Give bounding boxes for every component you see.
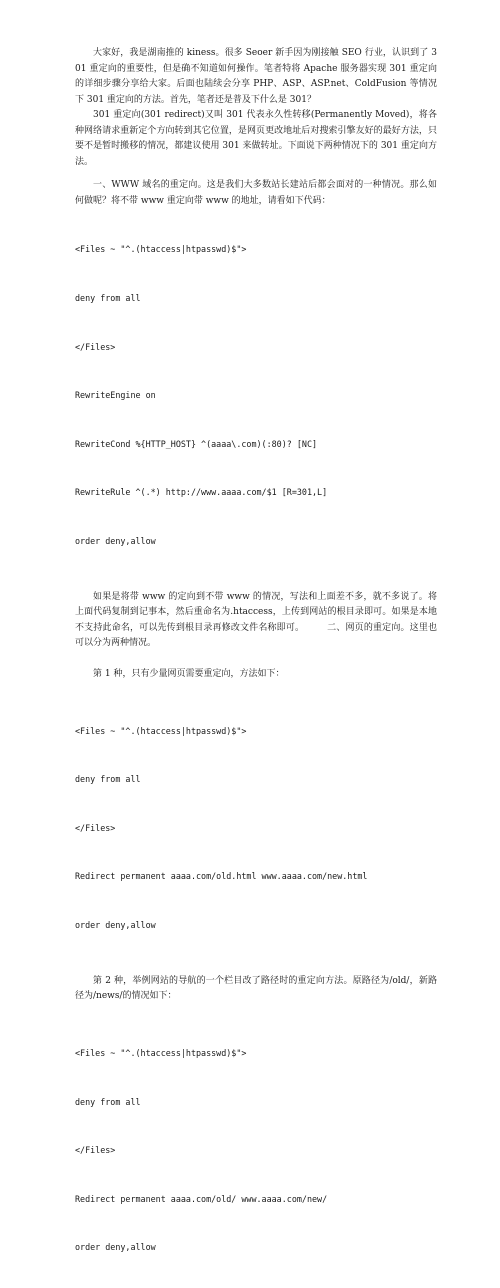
code-line: order deny,allow bbox=[75, 920, 156, 931]
code-line: <Files ~ "^.(htaccess|htpasswd)$"> bbox=[75, 1048, 247, 1059]
code-line: <Files ~ "^.(htaccess|htpasswd)$"> bbox=[75, 244, 247, 255]
code-line: <Files ~ "^.(htaccess|htpasswd)$"> bbox=[75, 725, 247, 736]
code-block-www bbox=[75, 209, 437, 582]
code-line: Redirect permanent aaaa.com/old.html www.aaaa.com/new.html bbox=[75, 871, 368, 882]
code-line: </Files> bbox=[75, 822, 116, 833]
code-line: order deny,allow bbox=[75, 536, 156, 547]
code-line: Redirect permanent aaaa.com/old/ www.aaaa.com/new/ bbox=[75, 1193, 328, 1204]
code-line: order deny,allow bbox=[75, 1242, 156, 1253]
case-one-heading: 第 1 种，只有少量网页需要重定向，方法如下： bbox=[93, 668, 285, 679]
document-body bbox=[75, 46, 437, 1288]
code-block-single-page bbox=[75, 690, 437, 965]
note-paragraph: 如果是将带 www 的定向到不带 www 的情况，写法和上面差不多，就不多说了。将上面代码复制到记事本，然后重命名为.htaccess，上传到网站的根目录即可。如果是本地不支持此命名，可以先传到根目录再修改文件名称即可。 二、网页的重定向。这里也可以分为两种情况。 bbox=[75, 591, 437, 649]
case-two-paragraph: 第 2 种，举例网站的导航的一个栏目改了路径时的重定向方法。原路径为/old/，新路径为/news/的情况如下： bbox=[75, 975, 437, 1002]
code-line: deny from all bbox=[75, 293, 141, 304]
code-line: RewriteCond %{HTTP_HOST} ^(aaaa\.com)(:80)? [NC] bbox=[75, 438, 318, 449]
code-line: deny from all bbox=[75, 774, 141, 785]
code-line: </Files> bbox=[75, 341, 116, 352]
section-www-redirect: 一、WWW 域名的重定向。这是我们大多数站长建站后都会面对的一种情况。那么如何做呢？将不带 www 重定向带 www 的地址，请看如下代码： bbox=[75, 180, 437, 206]
intro-paragraph: 大家好，我是湖南推的 kiness。很多 Seoer 新手因为刚接触 SEO 行业，认识到了 301 重定向的重要性，但是确不知道如何操作。笔者特将 Apache 服务器实现 301 重定向的详细步骤分享给大家。后面也陆续会分享 PHP、ASP、ASP.net、ColdFusion 等情况下 301 重定向的方法。首先，笔者还是普及下什么是 301？ bbox=[75, 48, 437, 105]
code-line: </Files> bbox=[75, 1145, 116, 1156]
code-line: deny from all bbox=[75, 1096, 141, 1107]
code-line: RewriteRule ^(.*) http://www.aaaa.com/$1 [R=301,L] bbox=[75, 487, 328, 498]
code-block-directory bbox=[75, 1013, 437, 1288]
code-line: RewriteEngine on bbox=[75, 390, 156, 401]
definition-paragraph: 301 重定向(301 redirect)又叫 301 代表永久性转移(Permanently Moved)，将各种网络请求重新定个方向转到其它位置，是网页更改地址后对搜索引擎友好的最好方法，只要不是暂时搬移的情况，都建议使用 301 来做转址。下面说下两种情况下的 301 重定向方法。 bbox=[75, 110, 437, 167]
